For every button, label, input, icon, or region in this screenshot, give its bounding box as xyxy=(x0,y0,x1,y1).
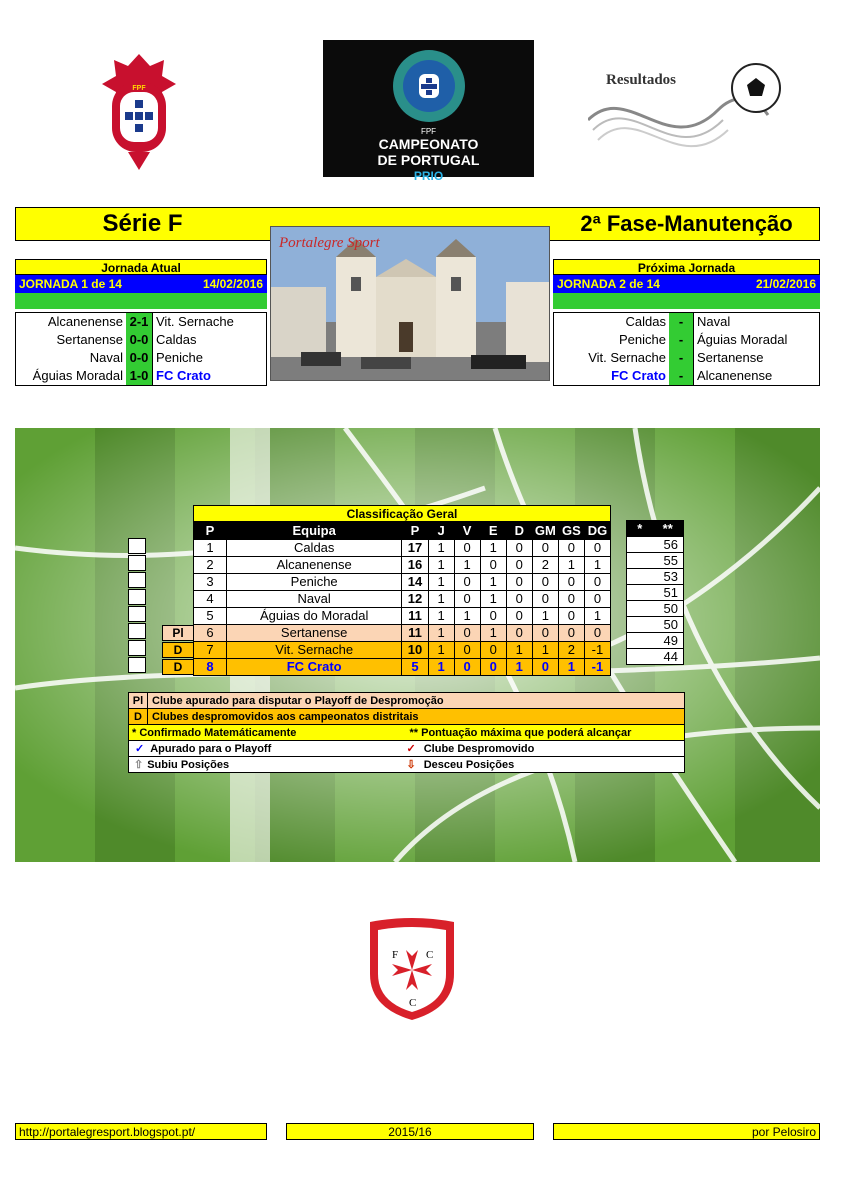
tag-relegated: D xyxy=(162,659,194,675)
cell-dg: -1 xyxy=(584,659,610,676)
footer-url[interactable]: http://portalegresport.blogspot.pt/ xyxy=(15,1123,267,1140)
header-gs: GS xyxy=(558,523,584,540)
max-points-cell: 53 xyxy=(626,568,684,585)
table-row xyxy=(194,642,611,659)
tag-column xyxy=(162,625,194,676)
header-pts: P xyxy=(402,523,428,540)
tag-playoff: Pl xyxy=(162,625,194,641)
legend-relegated: Clube Despromovido xyxy=(423,743,535,755)
cell-gs: 0 xyxy=(558,608,584,625)
arrow-up-icon: ⇧ xyxy=(134,759,144,771)
cell-pos: 5 xyxy=(194,608,227,625)
cell-pts: 11 xyxy=(402,608,428,625)
cell-d: 0 xyxy=(506,591,532,608)
cell-e: 1 xyxy=(480,540,506,557)
legend-relegated-row xyxy=(128,708,685,725)
status-mark xyxy=(128,657,146,673)
next-heading: Próxima Jornada xyxy=(553,259,820,275)
cell-v: 1 xyxy=(454,557,480,574)
next-match-row xyxy=(554,331,819,349)
table-row xyxy=(194,608,611,625)
match-home: Alcanenense xyxy=(47,314,123,329)
cell-team: Sertanense xyxy=(226,625,402,642)
next-away: Naval xyxy=(693,313,819,331)
match-away: Caldas xyxy=(152,331,266,349)
photo-caption: Portalegre Sport xyxy=(279,235,380,251)
cell-e: 0 xyxy=(480,557,506,574)
match-row xyxy=(16,349,266,367)
legend-up: Subiu Posições xyxy=(147,759,230,771)
cell-dg: 1 xyxy=(584,557,610,574)
camp-logo-line3: PRIO xyxy=(413,169,444,183)
cell-v: 0 xyxy=(454,659,480,676)
next-jornada-label: JORNADA 2 de 14 xyxy=(557,277,660,291)
cell-team: Alcanenense xyxy=(226,557,402,574)
legend-playoff: Apurado para o Playoff xyxy=(150,743,272,755)
status-mark xyxy=(128,538,146,554)
cell-e: 0 xyxy=(480,659,506,676)
status-marks xyxy=(128,538,146,674)
cell-pts: 17 xyxy=(402,540,428,557)
next-away: Águias Moradal xyxy=(693,331,819,349)
cell-dg: 0 xyxy=(584,540,610,557)
cell-d: 0 xyxy=(506,608,532,625)
cell-v: 0 xyxy=(454,540,480,557)
check-blue-icon: ✓ xyxy=(135,743,145,755)
legend-check-row xyxy=(128,740,685,757)
arrow-down-icon: ⇩ xyxy=(406,759,416,771)
header-j: J xyxy=(428,523,454,540)
cell-gs: 0 xyxy=(558,540,584,557)
cell-j: 1 xyxy=(428,659,454,676)
header-dg: DG xyxy=(584,523,610,540)
status-mark xyxy=(128,572,146,588)
status-mark xyxy=(128,623,146,639)
cell-gm: 0 xyxy=(532,540,558,557)
legend-d-tag: D xyxy=(129,709,148,724)
table-row xyxy=(194,591,611,608)
cell-pts: 14 xyxy=(402,574,428,591)
match-score: 2-1 xyxy=(126,313,152,331)
cell-gs: 0 xyxy=(558,574,584,591)
max-points-cell: 55 xyxy=(626,552,684,569)
current-jornada-bar xyxy=(15,275,267,293)
cell-pos: 3 xyxy=(194,574,227,591)
fpf-logo xyxy=(98,52,180,172)
svg-text:C: C xyxy=(409,997,417,1009)
cell-gs: 0 xyxy=(558,625,584,642)
footer-author: por Pelosiro xyxy=(553,1123,820,1140)
next-match-row xyxy=(554,349,819,367)
cell-pos: 7 xyxy=(194,642,227,659)
match-row xyxy=(16,367,266,385)
legend-confirmed: * Confirmado Matemáticamente xyxy=(132,727,297,739)
current-green-bar xyxy=(15,293,267,309)
current-jornada-panel xyxy=(15,259,267,386)
cell-v: 1 xyxy=(454,608,480,625)
table-header xyxy=(194,523,611,540)
classification-title: Classificação Geral xyxy=(193,505,611,522)
match-away: Peniche xyxy=(152,349,266,367)
cell-d: 0 xyxy=(506,625,532,642)
cell-d: 0 xyxy=(506,557,532,574)
svg-text:F: F xyxy=(392,949,399,961)
match-row xyxy=(16,313,266,331)
cell-pos: 8 xyxy=(194,659,227,676)
cell-team: Peniche xyxy=(226,574,402,591)
legend-arrow-row xyxy=(128,756,685,773)
serie-title: Série F xyxy=(102,210,183,237)
next-sep: - xyxy=(669,349,693,367)
resultados-logo xyxy=(588,60,788,160)
cell-dg: 0 xyxy=(584,591,610,608)
next-home: Vit. Sernache xyxy=(588,350,666,365)
fc-crato-logo xyxy=(366,918,458,1022)
svg-text:Resultados: Resultados xyxy=(606,72,677,88)
cell-dg: 0 xyxy=(584,625,610,642)
svg-text:C: C xyxy=(426,949,434,961)
cell-d: 1 xyxy=(506,642,532,659)
cell-pos: 4 xyxy=(194,591,227,608)
legend-pl-text: Clube apurado para disputar o Playoff de Despromoção xyxy=(152,695,444,707)
next-matches xyxy=(553,312,820,386)
status-mark xyxy=(128,606,146,622)
current-jornada-label: JORNADA 1 de 14 xyxy=(19,277,122,291)
cell-j: 1 xyxy=(428,625,454,642)
match-score: 0-0 xyxy=(126,349,152,367)
next-home: Peniche xyxy=(619,332,666,347)
cell-pos: 6 xyxy=(194,625,227,642)
cell-team: Naval xyxy=(226,591,402,608)
match-away: FC Crato xyxy=(152,367,266,385)
max-points-cell: 50 xyxy=(626,616,684,633)
cell-dg: -1 xyxy=(584,642,610,659)
next-match-row xyxy=(554,367,819,385)
check-red-icon: ✓ xyxy=(406,743,416,755)
camp-logo-line2: DE PORTUGAL xyxy=(377,152,480,168)
next-jornada-date: 21/02/2016 xyxy=(755,277,816,291)
next-match-row xyxy=(554,313,819,331)
status-mark xyxy=(128,555,146,571)
cell-pos: 2 xyxy=(194,557,227,574)
camp-logo-line1: CAMPEONATO xyxy=(378,136,479,152)
legend-d-text: Clubes despromovidos aos campeonatos distritais xyxy=(152,711,419,723)
match-away: Vit. Sernache xyxy=(152,313,266,331)
cell-pts: 10 xyxy=(402,642,428,659)
match-score: 0-0 xyxy=(126,331,152,349)
header-pos: P xyxy=(194,523,227,540)
max-points-column xyxy=(626,521,684,665)
cell-pts: 5 xyxy=(402,659,428,676)
table-row xyxy=(194,540,611,557)
standings-grid xyxy=(193,522,611,676)
cell-gs: 1 xyxy=(558,659,584,676)
legend-asterisk-row xyxy=(128,724,685,741)
header-team: Equipa xyxy=(226,523,402,540)
match-row xyxy=(16,331,266,349)
campeonato-logo xyxy=(323,40,534,183)
max-points-cell: 56 xyxy=(626,536,684,553)
cell-v: 0 xyxy=(454,642,480,659)
cell-gm: 0 xyxy=(532,659,558,676)
cell-pos: 1 xyxy=(194,540,227,557)
cell-j: 1 xyxy=(428,574,454,591)
next-home: FC Crato xyxy=(611,368,666,383)
cell-team: FC Crato xyxy=(226,659,402,676)
max-points-cell: 44 xyxy=(626,648,684,665)
current-heading: Jornada Atual xyxy=(15,259,267,275)
table-row xyxy=(194,625,611,642)
church-photo xyxy=(270,226,550,381)
legend-playoff-row xyxy=(128,692,685,709)
cell-dg: 1 xyxy=(584,608,610,625)
header-gm: GM xyxy=(532,523,558,540)
cell-gm: 1 xyxy=(532,608,558,625)
cell-team: Caldas xyxy=(226,540,402,557)
cell-gm: 1 xyxy=(532,642,558,659)
match-home: Águias Moradal xyxy=(32,368,123,383)
cell-v: 0 xyxy=(454,574,480,591)
cell-e: 0 xyxy=(480,642,506,659)
legend-max-points: ** Pontuação máxima que poderá alcançar xyxy=(409,727,632,739)
cell-e: 1 xyxy=(480,591,506,608)
cell-gs: 1 xyxy=(558,557,584,574)
table-row xyxy=(194,574,611,591)
legend-pl-tag: Pl xyxy=(129,693,148,708)
cell-gs: 0 xyxy=(558,591,584,608)
match-home: Sertanense xyxy=(56,332,123,347)
current-matches xyxy=(15,312,267,386)
cell-v: 0 xyxy=(454,625,480,642)
max-header-2: ** xyxy=(662,521,673,536)
cell-dg: 0 xyxy=(584,574,610,591)
cell-gm: 0 xyxy=(532,625,558,642)
cell-team: Vit. Sernache xyxy=(226,642,402,659)
cell-e: 0 xyxy=(480,608,506,625)
cell-j: 1 xyxy=(428,591,454,608)
svg-text:FPF: FPF xyxy=(132,85,146,92)
current-jornada-date: 14/02/2016 xyxy=(202,277,263,291)
next-away: Sertanense xyxy=(693,349,819,367)
footer-season: 2015/16 xyxy=(286,1123,534,1140)
legend-down: Desceu Posições xyxy=(423,759,515,771)
next-away: Alcanenense xyxy=(693,367,819,385)
cell-j: 1 xyxy=(428,608,454,625)
header-d: D xyxy=(506,523,532,540)
match-score: 1-0 xyxy=(126,367,152,385)
max-points-cell: 50 xyxy=(626,600,684,617)
next-jornada-panel xyxy=(553,259,820,386)
phase-title: 2ª Fase-Manutenção xyxy=(580,211,793,236)
max-points-cell: 51 xyxy=(626,584,684,601)
classification-table xyxy=(193,505,611,676)
cell-d: 1 xyxy=(506,659,532,676)
cell-d: 0 xyxy=(506,540,532,557)
cell-pts: 11 xyxy=(402,625,428,642)
header-v: V xyxy=(454,523,480,540)
cell-pts: 16 xyxy=(402,557,428,574)
cell-pts: 12 xyxy=(402,591,428,608)
match-home: Naval xyxy=(89,350,123,365)
cell-e: 1 xyxy=(480,625,506,642)
cell-gm: 2 xyxy=(532,557,558,574)
max-header-1: * xyxy=(637,521,643,536)
next-sep: - xyxy=(669,313,693,331)
header-e: E xyxy=(480,523,506,540)
table-row xyxy=(194,557,611,574)
next-jornada-bar xyxy=(553,275,820,293)
cell-gs: 2 xyxy=(558,642,584,659)
next-home: Caldas xyxy=(625,314,666,329)
next-sep: - xyxy=(669,367,693,385)
cell-team: Águias do Moradal xyxy=(226,608,402,625)
cell-gm: 0 xyxy=(532,574,558,591)
status-mark xyxy=(128,589,146,605)
cell-j: 1 xyxy=(428,540,454,557)
cell-j: 1 xyxy=(428,557,454,574)
tag-relegated: D xyxy=(162,642,194,658)
max-points-header xyxy=(626,520,684,537)
next-green-bar xyxy=(553,293,820,309)
next-sep: - xyxy=(669,331,693,349)
cell-j: 1 xyxy=(428,642,454,659)
camp-logo-small: FPF xyxy=(420,127,437,136)
cell-e: 1 xyxy=(480,574,506,591)
cell-d: 0 xyxy=(506,574,532,591)
cell-gm: 0 xyxy=(532,591,558,608)
table-row xyxy=(194,659,611,676)
legend xyxy=(128,693,685,773)
max-points-cell: 49 xyxy=(626,632,684,649)
status-mark xyxy=(128,640,146,656)
cell-v: 0 xyxy=(454,591,480,608)
